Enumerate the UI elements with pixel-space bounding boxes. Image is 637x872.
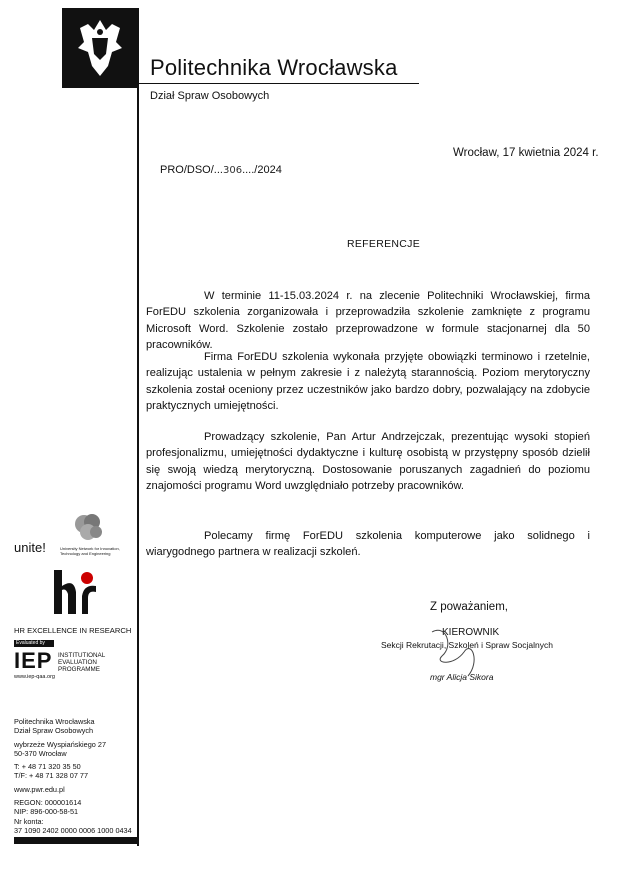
iep-name: INSTITUTIONAL EVALUATION PROGRAMME [58,652,105,674]
paragraph: W terminie 11-15.03.2024 r. na zlecenie Politechniki Wrocławskiej, firma ForEDU szkolenia zorganizowała i przeprowadziła szkolenie zamknięte z programu Microsoft Word. Szkolenie zostało przeprowadzone w formule stacjonarnej dla 50 pracowników. [146,290,590,352]
reference-prefix: PRO/DSO/... [160,164,223,176]
footer-bar [14,837,138,844]
unite-logo-text: unite! [14,540,46,555]
footer-website: www.pwr.edu.pl [14,785,65,794]
signature-name: mgr Alicja Sikora [430,672,494,682]
footer-institution: Politechnika Wrocławska Dział Spraw Osobowych [14,717,95,736]
reference-number [160,164,282,176]
letter-date: Wrocław, 17 kwietnia 2024 r. [453,147,599,159]
university-name: Politechnika Wrocławska [150,55,398,80]
iep-evaluated: Evaluated by [16,640,45,646]
hr-excellence-logo [50,566,100,616]
reference-suffix: ..../2024 [242,164,282,176]
handwritten-signature [424,622,494,682]
eagle-icon [62,8,138,88]
iep-mark: IEP [14,648,53,673]
header-divider [139,83,419,84]
letter-title: REFERENCJE [347,238,421,250]
footer-address: wybrzeże Wyspiańskiego 27 50-370 Wrocław [14,740,106,759]
unite-subtext: University Network for Innovation, Technology and Engineering [60,546,120,556]
reference-handwritten: 306 [222,165,243,176]
footer-phone: T: + 48 71 320 35 50 T/F: + 48 71 328 07 77 [14,762,89,781]
unite-logo-icon [72,510,104,544]
footer-registry: REGON: 000001614 NIP: 896-000-58-51 Nr konta: 37 1090 2402 0000 0006 1000 0434 [14,798,132,836]
closing: Z poważaniem, [430,601,508,613]
university-logo [62,8,138,88]
signature-unit: Sekcji Rekrutacji, Szkoleń i Spraw Socjalnych [381,640,553,650]
department-name: Dział Spraw Osobowych [150,90,270,102]
margin-rule [137,8,139,846]
paragraph: Prowadzący szkolenie, Pan Artur Andrzejczak, prezentując wysoki stopień profesjonalizmu, umiejętności dydaktyczne i kulturę osobistą w przystępny sposób dzielił się swoją wiedzą merytoryczną. Dostosowanie poruszanych zagadnień do poziomu znajomości programu Word uwzględniało potrzeby pracowników. [146,431,590,493]
iep-logo [14,640,136,686]
paragraph: Polecamy firmę ForEDU szkolenia komputerowe jako solidnego i wiarygodnego partnera w realizacji szkoleń. [146,530,590,559]
hr-excellence-text: HR EXCELLENCE IN RESEARCH [14,626,132,635]
signature-title: KIEROWNIK [442,627,500,638]
paragraph: Firma ForEDU szkolenia wykonała przyjęte obowiązki terminowo i rzetelnie, realizując ustalenia w pełnym zakresie i z należytą starannością. Poziom merytoryczny szkolenia został oceniony przez uczestników jako bardzo dobry, pozwalający na zdobycie praktycznych umiejętności. [146,351,590,413]
iep-url: www.iep-qaa.org [14,674,55,680]
